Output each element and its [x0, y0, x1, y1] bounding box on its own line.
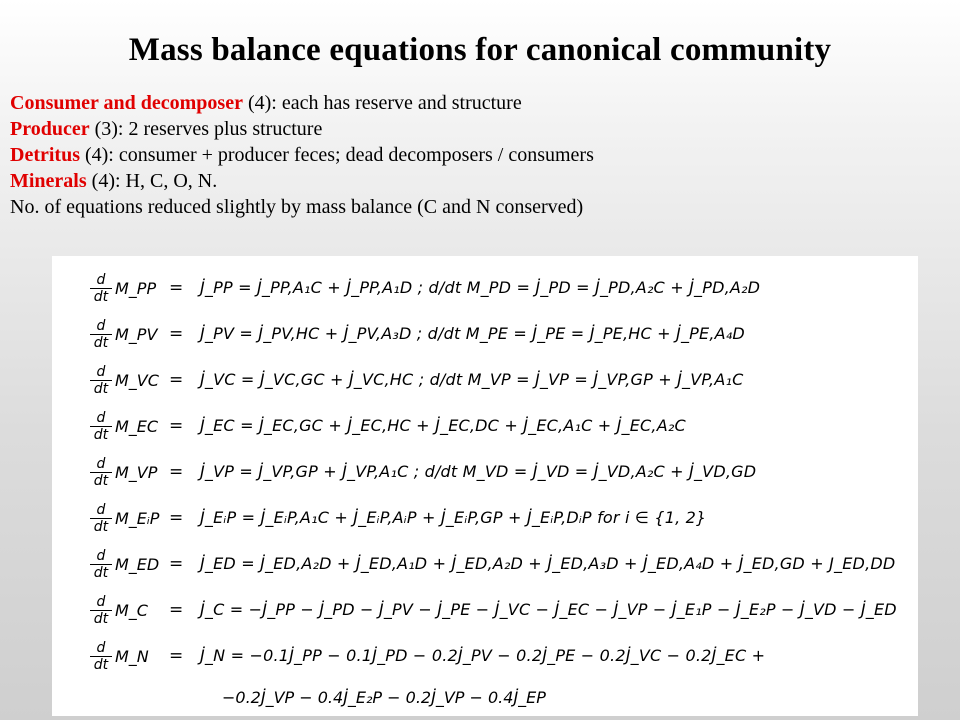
bullet-minerals [10, 168, 950, 194]
bullet-term: Minerals [10, 170, 87, 192]
lhs-symbol: M_VP [115, 462, 158, 482]
bullet-term: Consumer and decomposer [10, 92, 243, 114]
bullet-producer [10, 116, 950, 142]
derivative-fraction: $\frac{d}{dt}$ [90, 410, 112, 443]
lhs-symbol: M_C [115, 600, 148, 620]
equals-sign: = [169, 462, 184, 482]
equation-row [52, 358, 918, 402]
equation-row [52, 634, 918, 678]
equation-row [52, 542, 918, 586]
equation-row [52, 496, 918, 540]
lhs-symbol: M_PP [115, 278, 157, 298]
equation-lhs [90, 266, 156, 310]
equation-rhs: J̇_PP = J̇_PP,A₁C + J̇_PP,A₁D ; d/dt M_PD = J̇_PD = J̇_PD,A₂C + J̇_PD,A₂D [200, 278, 761, 297]
equation-lhs [90, 496, 159, 540]
derivative-fraction: $\frac{d}{dt}$ [90, 318, 112, 351]
equation-lhs [90, 542, 159, 586]
equation-lhs [90, 450, 157, 494]
bullet-term: Detritus [10, 144, 80, 166]
equation-lhs [90, 358, 159, 402]
equals-sign: = [169, 324, 184, 344]
equation-row [52, 312, 918, 356]
equation-rhs: J̇_VC = J̇_VC,GC + J̇_VC,HC ; d/dt M_VP = J̇_VP = J̇_VP,GP + J̇_VP,A₁C [200, 370, 744, 389]
equation-rhs: J̇_PV = J̇_PV,HC + J̇_PV,A₃D ; d/dt M_PE = J̇_PE = J̇_PE,HC + J̇_PE,A₄D [200, 324, 745, 343]
lhs-symbol: M_EC [115, 416, 159, 436]
equation-image [52, 256, 918, 716]
equation-row [52, 450, 918, 494]
equation-rhs: J̇_EC = J̇_EC,GC + J̇_EC,HC + J̇_EC,DC + J̇_EC,A₁C + J̇_EC,A₂C [200, 416, 686, 435]
lhs-symbol: M_EᵢP [115, 508, 160, 528]
lhs-symbol: M_N [115, 646, 149, 666]
lhs-symbol: M_PV [115, 324, 158, 344]
derivative-fraction: $\frac{d}{dt}$ [90, 272, 112, 305]
bullet-consumer-decomposer [10, 90, 950, 116]
derivative-fraction: $\frac{d}{dt}$ [90, 594, 112, 627]
bullet-text: (3): 2 reserves plus structure [89, 118, 323, 140]
equals-sign: = [169, 554, 184, 574]
equation-row [52, 588, 918, 632]
bullet-list [10, 90, 950, 220]
bullet-equation-count [10, 194, 950, 220]
equation-continuation: −0.2J̇_VP − 0.4J̇_E₂P − 0.2J̇_VP − 0.4J̇_EP [222, 688, 546, 707]
equals-sign: = [169, 416, 184, 436]
derivative-fraction: $\frac{d}{dt}$ [90, 502, 112, 535]
equation-lhs [90, 588, 148, 632]
bullet-detritus [10, 142, 950, 168]
equals-sign: = [169, 278, 184, 298]
derivative-fraction: $\frac{d}{dt}$ [90, 364, 112, 397]
slide-title: Mass balance equations for canonical community [128, 32, 832, 68]
equals-sign: = [169, 646, 184, 666]
derivative-fraction: $\frac{d}{dt}$ [90, 456, 112, 489]
equation-row [52, 266, 918, 310]
derivative-fraction: $\frac{d}{dt}$ [90, 548, 112, 581]
equation-rhs: J̇_C = −J̇_PP − J̇_PD − J̇_PV − J̇_PE − J̇_VC − J̇_EC − J̇_VP − J̇_E₁P − J̇_E₂P − J̇_VD − J̇_ED [200, 600, 897, 619]
equation-lhs [90, 312, 157, 356]
lhs-symbol: M_VC [115, 370, 159, 390]
equals-sign: = [169, 508, 184, 528]
bullet-text: No. of equations reduced slightly by mass balance (C and N conserved) [10, 196, 584, 218]
bullet-text: (4): H, C, O, N. [86, 170, 218, 192]
equation-rhs: J̇_VP = J̇_VP,GP + J̇_VP,A₁C ; d/dt M_VD = J̇_VD = J̇_VD,A₂C + J̇_VD,GD [200, 462, 757, 481]
lhs-symbol: M_ED [115, 554, 160, 574]
bullet-term: Producer [10, 118, 90, 140]
equation-continuation-row [52, 676, 918, 720]
bullet-text: (4): consumer + producer feces; dead decomposers / consumers [79, 144, 594, 166]
equation-row [52, 404, 918, 448]
equation-rhs: J̇_N = −0.1J̇_PP − 0.1J̇_PD − 0.2J̇_PV − 0.2J̇_PE − 0.2J̇_VC − 0.2J̇_EC + [200, 646, 766, 665]
equation-rhs: J̇_ED = J̇_ED,A₂D + J̇_ED,A₁D + J̇_ED,A₂D + J̇_ED,A₃D + J̇_ED,A₄D + J̇_ED,GD + J_ED,DD [200, 554, 896, 573]
equation-lhs [90, 404, 158, 448]
equation-rhs: J̇_EᵢP = J̇_EᵢP,A₁C + J̇_EᵢP,AᵢP + J̇_EᵢP,GP + J̇_EᵢP,DᵢP for i ∈ {1, 2} [200, 508, 707, 527]
derivative-fraction: $\frac{d}{dt}$ [90, 640, 112, 673]
equation-lhs [90, 634, 149, 678]
bullet-text: (4): each has reserve and structure [242, 92, 522, 114]
equals-sign: = [169, 600, 184, 620]
equals-sign: = [169, 370, 184, 390]
